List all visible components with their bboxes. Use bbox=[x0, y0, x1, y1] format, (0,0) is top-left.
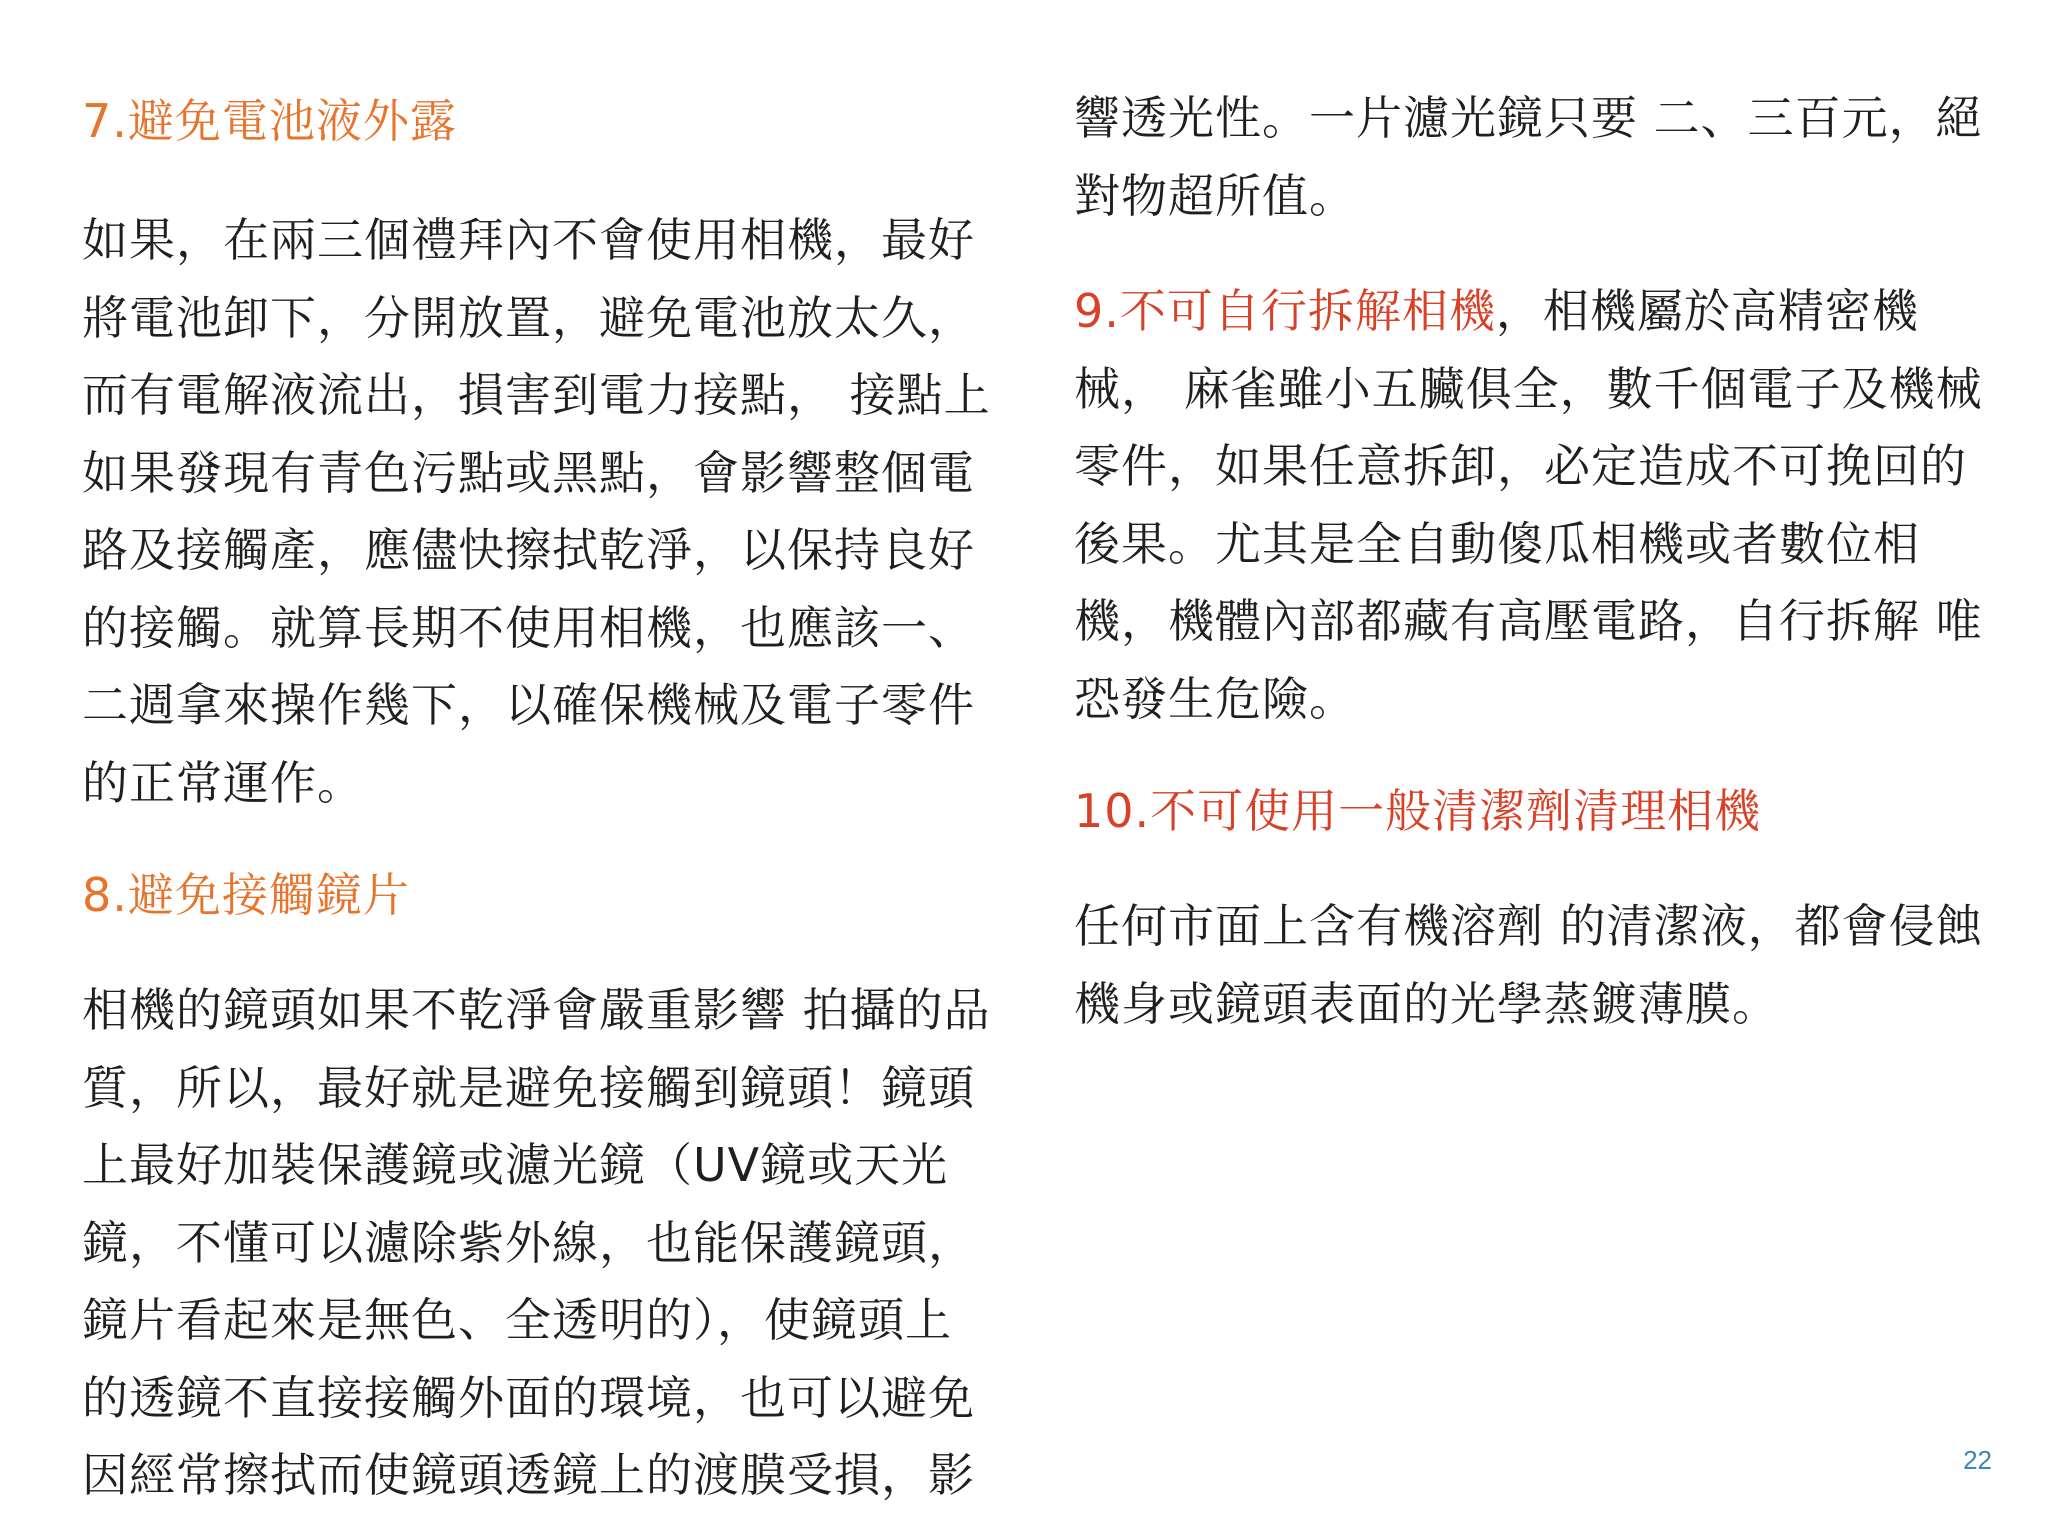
section-9-first-line bbox=[1074, 273, 2014, 351]
section-10-heading: 10.不可使用一般清潔劑清理相機 bbox=[1074, 784, 1762, 838]
section-7-line: 如果發現有青色污點或黑點，會影響整個電 bbox=[82, 445, 975, 500]
section-7-heading: 7.避免電池液外露 bbox=[82, 94, 457, 148]
section-8-body-continued bbox=[1074, 80, 2014, 235]
section-8-line: 相機的鏡頭如果不乾淨會嚴重影響 拍攝的品 bbox=[82, 983, 991, 1037]
section-7-line: 路及接觸產，應儘快擦拭乾淨，以保持良好 bbox=[82, 523, 975, 577]
section-9-first-line-rest: ，相機屬於高精密機 bbox=[1495, 284, 1919, 338]
section-7-line: 的正常運作。 bbox=[82, 755, 364, 810]
page-number: 22 bbox=[1963, 1445, 1992, 1475]
section-10-line: 機身或鏡頭表面的光學蒸鍍薄膜。 bbox=[1074, 976, 1779, 1031]
section-7-line: 的接觸。就算長期不使用相機，也應該一、 bbox=[82, 600, 975, 655]
section-7-line: 而有電解液流出，損害到電力接點， 接點上 bbox=[82, 368, 991, 422]
section-8-line: 鏡片看起來是無色、全透明的），使鏡頭上 bbox=[82, 1293, 952, 1347]
section-8-body bbox=[82, 972, 1022, 1515]
section-9-line: 機，機體內部都藏有高壓電路，自行拆解 唯 bbox=[1074, 594, 1983, 648]
section-7-line: 二週拿來操作幾下，以確保機械及電子零件 bbox=[82, 678, 975, 732]
section-9-line: 後果。尤其是全自動傻瓜相機或者數位相 bbox=[1074, 516, 1920, 571]
section-9-line: 恐發生危險。 bbox=[1074, 671, 1356, 726]
left-column bbox=[82, 88, 1022, 1515]
section-9-line: 械， 麻雀雖小五臟俱全，數千個電子及機械 bbox=[1074, 361, 1983, 416]
section-7-line: 將電池卸下，分開放置，避免電池放太久， bbox=[82, 290, 975, 345]
section-10-body bbox=[1074, 888, 2014, 1043]
section-7-line: 如果，在兩三個禮拜內不會使用相機，最好 bbox=[82, 213, 975, 267]
section-8-line: 因經常擦拭而使鏡頭透鏡上的渡膜受損，影 bbox=[82, 1448, 975, 1502]
section-8-heading: 8.避免接觸鏡片 bbox=[82, 868, 410, 922]
section-8-line: 響透光性。一片濾光鏡只要 二、三百元，絕 bbox=[1074, 91, 1983, 145]
section-8-line: 對物超所值。 bbox=[1074, 168, 1356, 223]
section-9-body bbox=[1074, 273, 2014, 738]
section-8-line: 上最好加裝保護鏡或濾光鏡（UV鏡或天光 bbox=[82, 1138, 949, 1192]
section-9-heading: 9.不可自行拆解相機 bbox=[1074, 284, 1496, 338]
right-column bbox=[1074, 88, 2014, 1043]
section-9-line: 零件，如果任意拆卸，必定造成不可挽回的 bbox=[1074, 439, 1967, 493]
section-10-line: 任何市面上含有機溶劑 的清潔液，都會侵蝕 bbox=[1074, 899, 1983, 953]
section-8-line: 鏡，不懂可以濾除紫外線，也能保護鏡頭， bbox=[82, 1215, 975, 1270]
section-8-line: 的透鏡不直接接觸外面的環境，也可以避免 bbox=[82, 1370, 975, 1425]
section-7-body bbox=[82, 202, 1022, 822]
section-8-line: 質，所以，最好就是避免接觸到鏡頭！鏡頭 bbox=[82, 1060, 975, 1115]
